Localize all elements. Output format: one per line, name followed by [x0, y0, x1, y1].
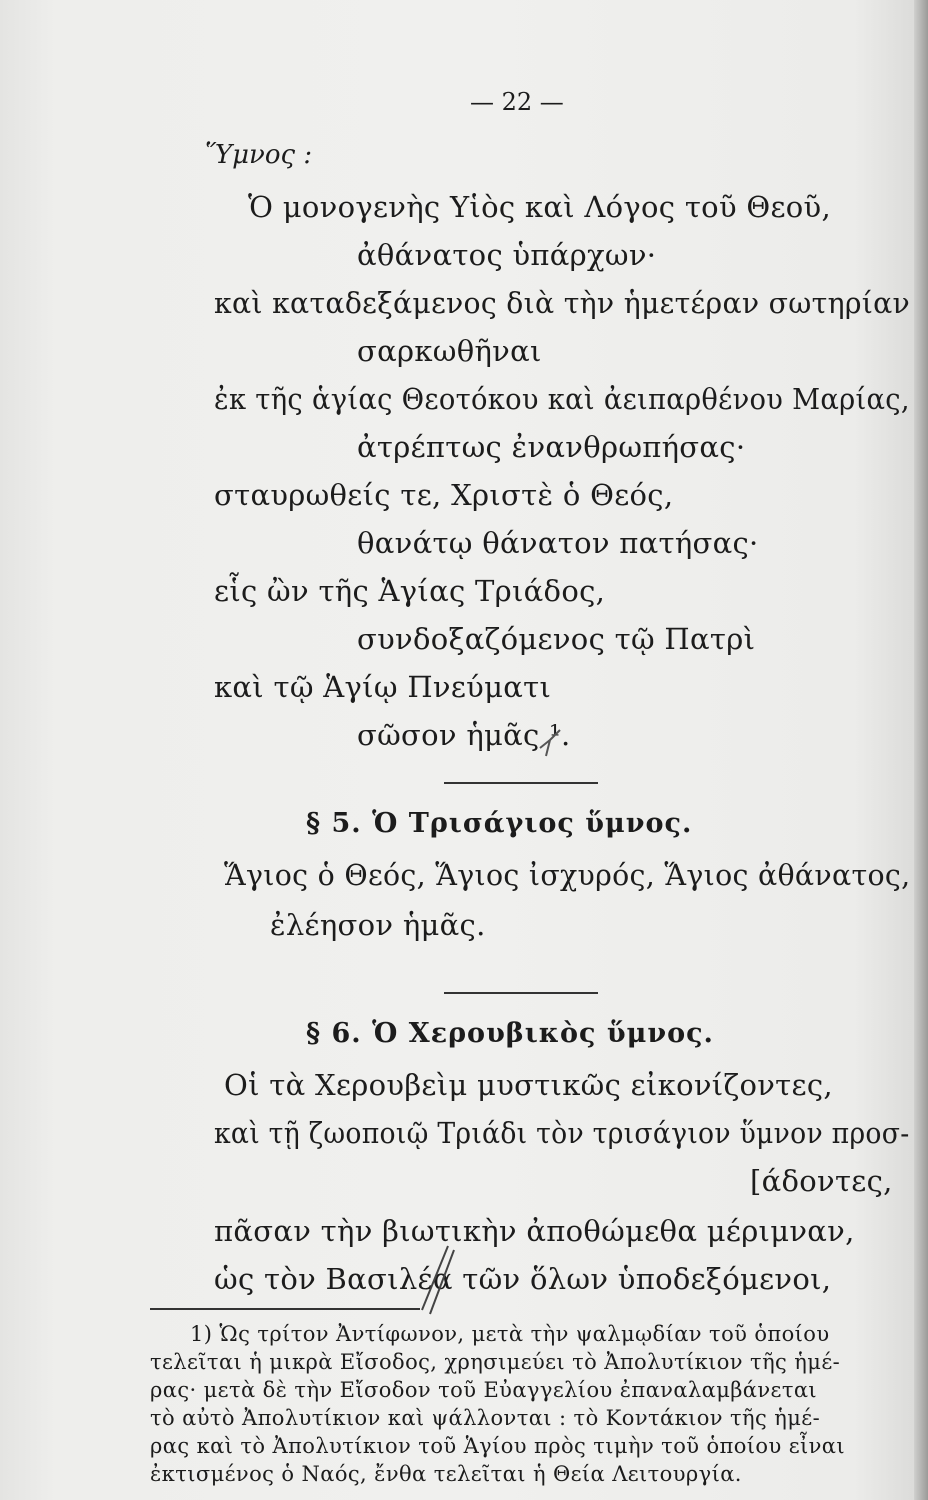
section-5-line: ἐλέησον ἡμᾶς. — [270, 908, 486, 942]
section-divider — [444, 992, 598, 994]
hymn-line: συνδοξαζόμενος τῷ Πατρὶ — [357, 622, 756, 656]
page-edge — [914, 0, 928, 1500]
section-6-title: § 6. Ὁ Χερουβικὸς ὕμνος. — [306, 1018, 714, 1049]
hymn-line: καὶ τῷ Ἁγίῳ Πνεύματι — [214, 670, 552, 704]
hymn-line: εἷς ὢν τῆς Ἁγίας Τριάδος, — [214, 574, 606, 608]
hymn-line: σταυρωθείς τε, Χριστὲ ὁ Θεός, — [214, 478, 674, 512]
section-divider — [444, 782, 598, 784]
section-6-line: καὶ τῇ ζωοποιῷ Τριάδι τὸν τρισάγιον ὕμνον προσ- — [214, 1116, 910, 1150]
footnote-line: ρας καὶ τὸ Ἀπολυτίκιον τοῦ Ἁγίου πρὸς τιμὴν τοῦ ὁποίου εἶναι — [150, 1434, 845, 1458]
hymn-line: θανάτῳ θάνατον πατήσας· — [357, 526, 759, 560]
hymn-line: ἀθάνατος ὑπάρχων· — [357, 238, 657, 272]
hymn-line: σῶσον ἡμᾶς ¹. — [357, 718, 571, 752]
hymn-line: ἐκ τῆς ἁγίας Θεοτόκου καὶ ἀειπαρθένου Μαρίας, — [214, 382, 910, 416]
footnote-line: ρας· μετὰ δὲ τὴν Εἴσοδον τοῦ Εὐαγγελίου ἐπαναλαμβάνεται — [150, 1378, 818, 1402]
hymn-line: Ὁ μονογενὴς Υἱὸς καὶ Λόγος τοῦ Θεοῦ, — [248, 190, 831, 224]
section-6-line: πᾶσαν τὴν βιωτικὴν ἀποθώμεθα μέριμναν, — [214, 1214, 855, 1248]
section-5-line: Ἅγιος ὁ Θεός, Ἅγιος ἰσχυρός, Ἅγιος ἀθάνατος, — [224, 858, 911, 892]
footnote-line: 1) Ὡς τρίτον Ἀντίφωνον, μετὰ τὴν ψαλμῳδίαν τοῦ ὁποίου — [190, 1322, 830, 1346]
section-6-line: Οἱ τὰ Χερουβεὶμ μυστικῶς εἰκονίζοντες, — [224, 1068, 833, 1102]
hymn-heading: Ὕμνος : — [205, 140, 313, 170]
section-6-line: [άδοντες, — [750, 1164, 893, 1198]
page-number: — 22 — — [470, 88, 564, 116]
pencil-mark — [536, 720, 570, 760]
section-6-line: ὡς τὸν Βασιλέα τῶν ὅλων ὑποδεξόμενοι, — [214, 1262, 832, 1296]
hymn-line: ἀτρέπτως ἐνανθρωπήσας· — [357, 430, 746, 464]
hymn-line: καὶ καταδεξάμενος διὰ τὴν ἡμετέραν σωτηρίαν — [214, 286, 911, 320]
footnote-line: τελεῖται ἡ μικρὰ Εἴσοδος, χρησιμεύει τὸ Ἀπολυτίκιον τῆς ἡμέ- — [150, 1350, 841, 1374]
footnote-line: τὸ αὐτὸ Ἀπολυτίκιον καὶ ψάλλονται : τὸ Κοντάκιον τῆς ἡμέ- — [150, 1406, 821, 1430]
hymn-line: σαρκωθῆναι — [357, 334, 542, 368]
footnote-rule — [150, 1308, 420, 1310]
section-5-title: § 5. Ὁ Τρισάγιος ὕμνος. — [306, 808, 693, 839]
footnote-line: ἐκτισμένος ὁ Ναός, ἔνθα τελεῖται ἡ Θεία Λειτουργία. — [150, 1462, 742, 1486]
